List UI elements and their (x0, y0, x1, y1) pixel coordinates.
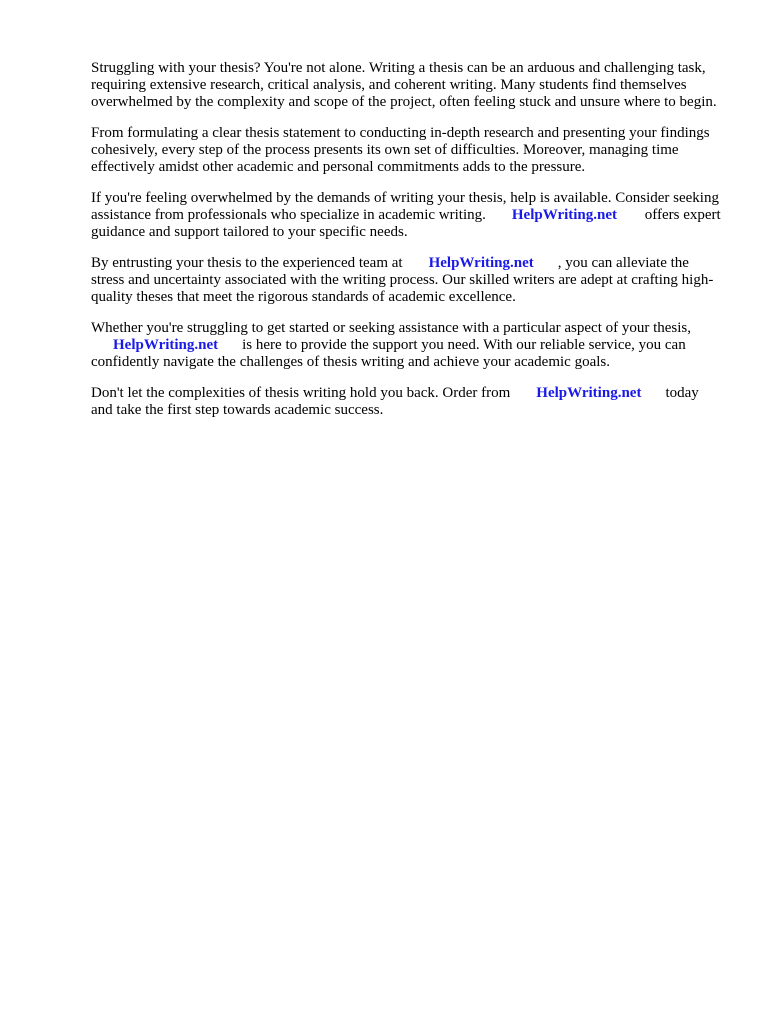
paragraph-text: , you can alleviate the stress and uncertainty associated with the writing process. Our skilled writers are adept at crafting high-quality theses that meet the rigorous standards of academic excellence. (91, 255, 714, 305)
paragraph-help-available (91, 190, 721, 241)
paragraph-text: Don't let the complexities of thesis writing hold you back. Order from (91, 385, 511, 401)
helpwriting-link[interactable]: HelpWriting.net (536, 385, 642, 401)
paragraph-order (91, 385, 721, 419)
paragraph-text: offers expert guidance and support tailored to your specific needs. (91, 207, 721, 240)
paragraph-text: Whether you're struggling to get started or seeking assistance with a particular aspect of your thesis, (91, 320, 692, 336)
paragraph-difficulties (91, 125, 721, 176)
helpwriting-link[interactable]: HelpWriting.net (428, 255, 534, 271)
paragraph-entrusting (91, 255, 721, 306)
paragraph-intro (91, 60, 721, 111)
paragraph-text: If you're feeling overwhelmed by the demands of writing your thesis, help is available. Consider seeking assistance from professionals who specialize in academic writing. (91, 190, 719, 223)
paragraph-text: is here to provide the support you need. With our reliable service, you can confidently navigate the challenges of thesis writing and achieve your academic goals. (91, 337, 686, 370)
paragraph-text: Struggling with your thesis? You're not alone. Writing a thesis can be an arduous and challenging task, requiring extensive research, critical analysis, and coherent writing. Many students find themselves overwhelmed by the complexity and scope of the project, often feeling stuck and unsure where to begin. (91, 60, 717, 110)
paragraph-text: By entrusting your thesis to the experienced team at (91, 255, 403, 271)
helpwriting-link[interactable]: HelpWriting.net (113, 337, 219, 353)
document-body (91, 60, 721, 433)
paragraph-text: From formulating a clear thesis statement to conducting in-depth research and presenting your findings cohesively, every step of the process presents its own set of difficulties. Moreover, managing time effectively amidst other academic and personal commitments adds to the pressure. (91, 125, 710, 175)
paragraph-support (91, 320, 721, 371)
helpwriting-link[interactable]: HelpWriting.net (511, 207, 618, 223)
paragraph-text: today and take the first step towards academic success. (91, 385, 699, 418)
